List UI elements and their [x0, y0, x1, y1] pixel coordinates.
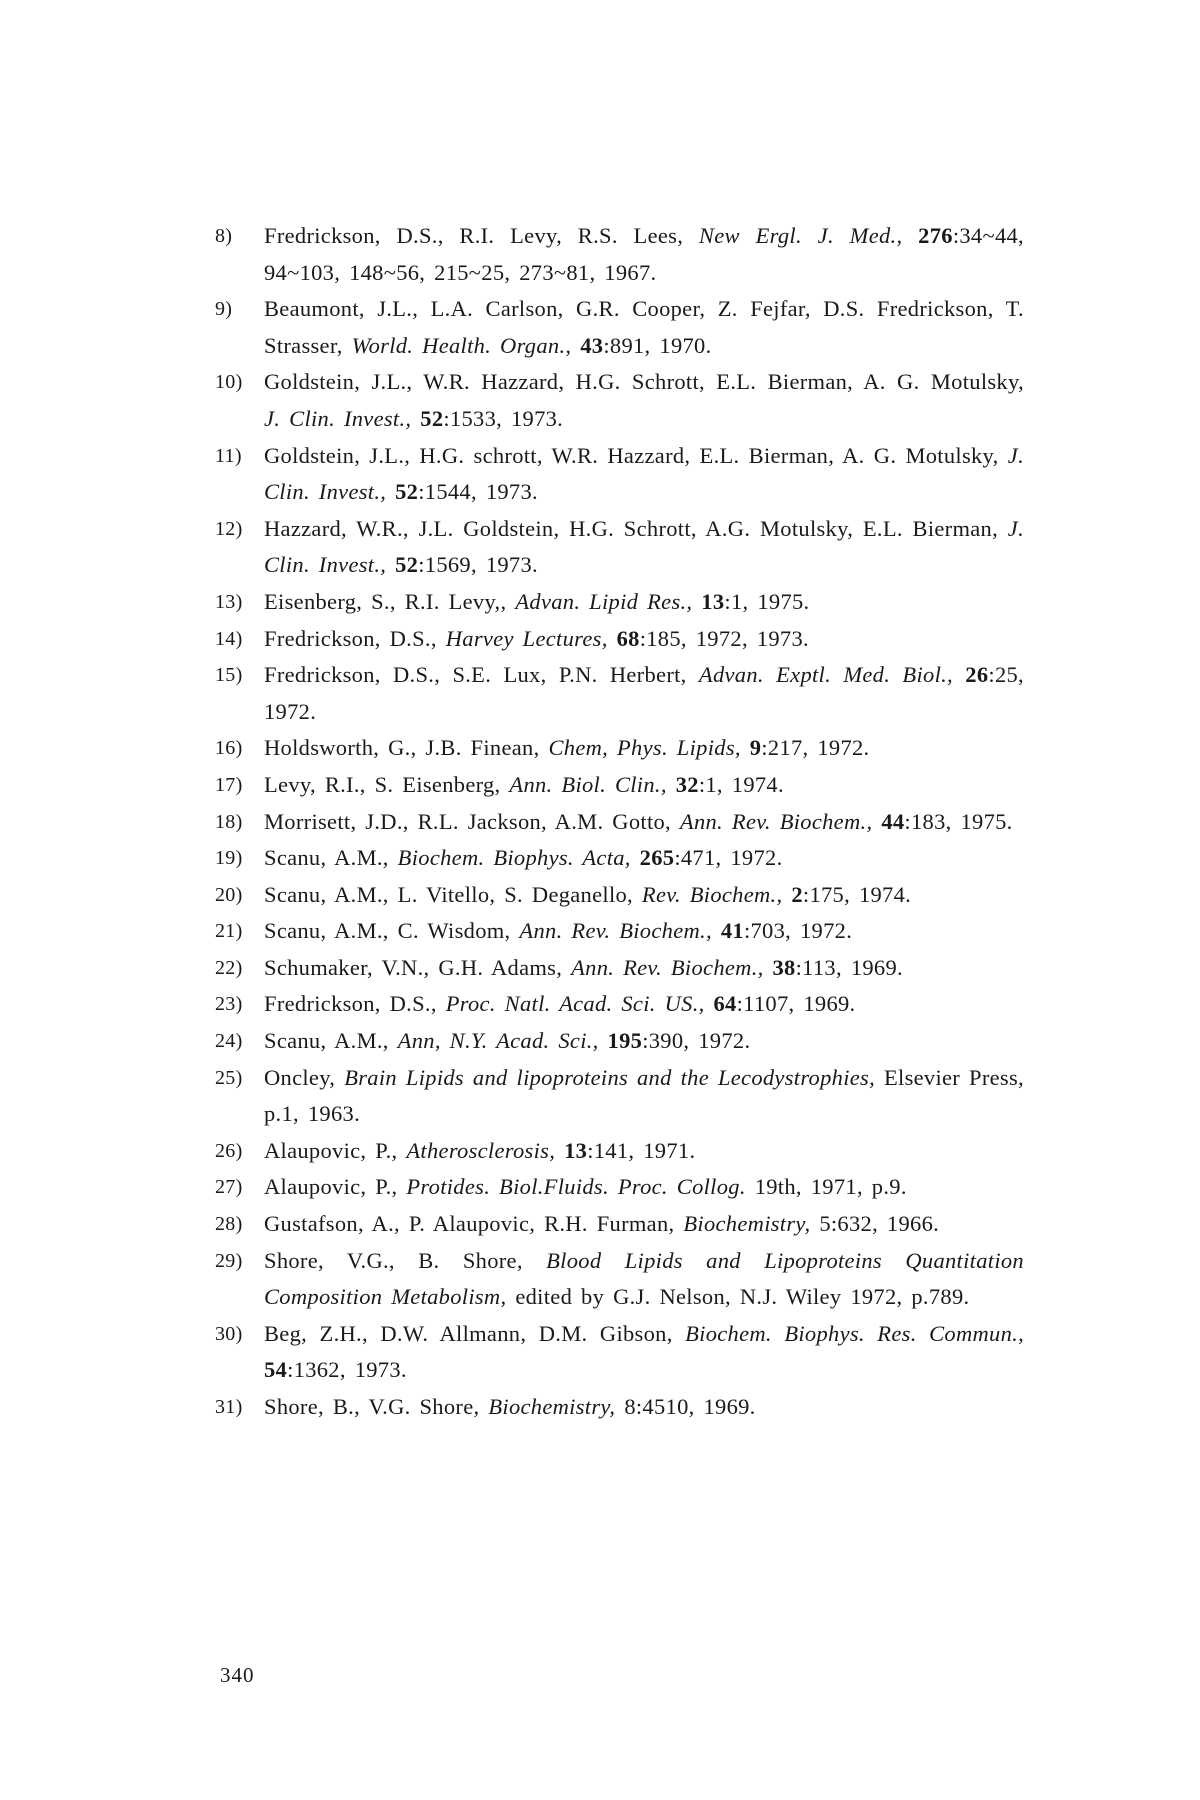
reference-item [215, 1023, 1024, 1060]
reference-details: :183, 1975. [904, 808, 1013, 834]
reference-authors: Shore, B., V.G. Shore, [264, 1394, 480, 1419]
reference-number: 13) [215, 590, 243, 613]
reference-journal: Biochemistry, [683, 1211, 811, 1237]
reference-number: 16) [215, 737, 243, 760]
reference-details: :891, 1970. [603, 332, 712, 358]
reference-number: 18) [215, 810, 243, 833]
reference-journal: Proc. Natl. Acad. Sci. US., [445, 991, 705, 1017]
reference-volume: 54 [264, 1357, 288, 1383]
reference-journal: Ann. Rev. Biochem., [571, 954, 764, 980]
reference-details: :113, 1969. [795, 954, 903, 980]
reference-authors: Fredrickson, D.S., R.I. Levy, R.S. Lees, [264, 223, 684, 248]
reference-journal: J. Clin. Invest., [264, 405, 412, 431]
reference-journal: Atherosclerosis, [406, 1137, 556, 1163]
reference-volume: 44 [881, 808, 905, 834]
reference-item [215, 1169, 1024, 1206]
reference-details: :217, 1972. [761, 735, 870, 761]
reference-number: 20) [215, 883, 243, 906]
reference-journal: New Ergl. J. Med., [698, 223, 903, 248]
reference-journal: Biochem. Biophys. Res. Commun., [685, 1320, 1024, 1346]
reference-item [215, 730, 1024, 767]
reference-volume: 41 [720, 918, 744, 944]
reference-volume: 52 [420, 405, 444, 431]
reference-item [215, 291, 1024, 364]
reference-item [215, 877, 1024, 914]
reference-authors: Eisenberg, S., R.I. Levy,, [264, 588, 507, 614]
reference-authors: Fredrickson, D.S., [264, 991, 437, 1017]
reference-number: 12) [215, 517, 243, 540]
reference-journal: J. Clin. Invest., [264, 515, 1024, 578]
reference-details: :1, 1974. [698, 771, 784, 797]
reference-details: :1107, 1969. [736, 991, 856, 1017]
reference-number: 22) [215, 956, 243, 979]
reference-details: :1362, 1973. [287, 1357, 407, 1383]
reference-number: 10) [215, 371, 243, 394]
reference-item [215, 767, 1024, 804]
reference-authors: Scanu, A.M., [264, 845, 389, 871]
reference-item [215, 1243, 1024, 1316]
reference-authors: Scanu, A.M., C. Wisdom, [264, 918, 511, 944]
reference-journal: J. Clin. Invest., [264, 442, 1024, 505]
reference-authors: Shore, V.G., B. Shore, [264, 1247, 523, 1273]
reference-journal: Advan. Lipid Res., [515, 588, 693, 614]
reference-volume: 13 [701, 588, 725, 614]
reference-authors: Beaumont, J.L., L.A. Carlson, G.R. Cooper, Z. Fejfar, D.S. Fredrickson, T. Strasser, [264, 296, 1024, 358]
reference-authors: Goldstein, J.L., W.R. Hazzard, H.G. Schrott, E.L. Bierman, A. G. Motulsky, [264, 369, 1024, 395]
reference-list [215, 218, 1024, 1426]
reference-number: 25) [215, 1066, 243, 1089]
reference-details: :1544, 1973. [418, 479, 538, 505]
reference-number: 26) [215, 1139, 243, 1162]
reference-details: edited by G.J. Nelson, N.J. Wiley 1972, p.789. [515, 1284, 970, 1310]
reference-number: 14) [215, 627, 243, 650]
reference-item [215, 657, 1024, 730]
reference-item [215, 1389, 1024, 1426]
reference-details: 19th, 1971, p.9. [754, 1174, 907, 1200]
reference-authors: Alaupovic, P., [264, 1137, 398, 1163]
reference-details: :25, 1972. [264, 662, 1024, 724]
reference-number: 21) [215, 920, 243, 943]
reference-authors: Goldstein, J.L., H.G. schrott, W.R. Hazzard, E.L. Bierman, A. G. Motulsky, [264, 442, 999, 468]
reference-journal: Harvey Lectures, [445, 625, 608, 651]
reference-journal: Biochemistry, [488, 1394, 616, 1419]
reference-item [215, 438, 1024, 511]
reference-item [215, 511, 1024, 584]
reference-details: :34~44, 94~103, 148~56, 215~25, 273~81, 1967. [264, 223, 1024, 285]
reference-authors: Scanu, A.M., [264, 1028, 389, 1054]
reference-volume: 265 [639, 845, 675, 871]
reference-volume: 52 [395, 552, 419, 578]
reference-authors: Gustafson, A., P. Alaupovic, R.H. Furman, [264, 1211, 675, 1237]
reference-volume: 2 [791, 881, 803, 907]
reference-item [215, 621, 1024, 658]
reference-details: :390, 1972. [642, 1028, 751, 1054]
reference-volume: 38 [772, 954, 796, 980]
reference-authors: Oncley, [264, 1064, 336, 1090]
reference-authors: Schumaker, V.N., G.H. Adams, [264, 954, 563, 980]
reference-details: Elsevier Press, p.1, 1963. [264, 1064, 1024, 1127]
reference-details: 5:632, 1966. [819, 1211, 940, 1237]
reference-volume: 195 [607, 1028, 643, 1054]
reference-authors: Scanu, A.M., L. Vitello, S. Deganello, [264, 881, 633, 907]
reference-details: :1569, 1973. [418, 552, 538, 578]
reference-item [215, 1133, 1024, 1170]
reference-number: 19) [215, 847, 243, 870]
reference-number: 23) [215, 993, 243, 1016]
reference-item [215, 913, 1024, 950]
reference-number: 27) [215, 1176, 243, 1199]
reference-journal: Blood Lipids and Lipoproteins Quantitation Composition Metabolism, [264, 1247, 1024, 1310]
reference-volume: 26 [965, 662, 989, 688]
reference-number: 11) [215, 444, 242, 467]
reference-item [215, 364, 1024, 437]
reference-item [215, 950, 1024, 987]
reference-journal: Ann, N.Y. Acad. Sci., [397, 1028, 599, 1054]
reference-item [215, 840, 1024, 877]
reference-journal: Brain Lipids and lipoproteins and the Lecodystrophies, [344, 1064, 876, 1090]
page-number: 340 [220, 1663, 255, 1687]
reference-details: :175, 1974. [802, 881, 912, 907]
reference-volume: 9 [749, 735, 762, 761]
reference-item [215, 1060, 1024, 1133]
reference-number: 31) [215, 1396, 243, 1418]
reference-volume: 64 [713, 991, 737, 1017]
reference-authors: Beg, Z.H., D.W. Allmann, D.M. Gibson, [264, 1320, 673, 1346]
reference-number: 29) [215, 1249, 243, 1272]
reference-volume: 43 [580, 332, 604, 358]
reference-journal: Ann. Biol. Clin., [509, 771, 667, 797]
reference-number: 17) [215, 773, 243, 796]
reference-number: 8) [215, 225, 233, 247]
reference-authors: Fredrickson, D.S., [264, 625, 437, 651]
reference-details: :1, 1975. [724, 588, 810, 614]
reference-volume: 32 [675, 771, 699, 797]
reference-details: :1533, 1973. [443, 405, 564, 431]
reference-number: 9) [215, 298, 233, 321]
reference-volume: 13 [564, 1137, 588, 1163]
reference-details: :703, 1972. [743, 918, 853, 944]
reference-details: 8:4510, 1969. [624, 1394, 756, 1419]
reference-journal: Protides. Biol.Fluids. Proc. Collog. [406, 1174, 746, 1200]
reference-item [215, 1316, 1024, 1389]
reference-item [215, 986, 1024, 1023]
reference-number: 28) [215, 1213, 243, 1236]
reference-item [215, 1206, 1024, 1243]
reference-volume: 68 [616, 625, 640, 651]
reference-journal: World. Health. Organ., [351, 332, 572, 358]
reference-journal: Rev. Biochem., [641, 881, 783, 907]
reference-details: :141, 1971. [587, 1137, 696, 1163]
reference-authors: Hazzard, W.R., J.L. Goldstein, H.G. Schrott, A.G. Motulsky, E.L. Bierman, [264, 515, 999, 541]
reference-authors: Holdsworth, G., J.B. Finean, [264, 735, 540, 761]
reference-journal: Biochem. Biophys. Acta, [397, 845, 631, 871]
reference-authors: Fredrickson, D.S., S.E. Lux, P.N. Herbert, [264, 662, 687, 688]
reference-authors: Alaupovic, P., [264, 1174, 398, 1200]
reference-details: :185, 1972, 1973. [639, 625, 809, 651]
reference-journal: Chem, Phys. Lipids, [548, 735, 741, 761]
reference-number: 30) [215, 1322, 243, 1345]
reference-volume: 52 [395, 479, 419, 505]
reference-details: :471, 1972. [674, 845, 783, 871]
reference-item [215, 804, 1024, 841]
reference-number: 24) [215, 1030, 243, 1053]
reference-authors: Morrisett, J.D., R.L. Jackson, A.M. Gotto, [264, 808, 671, 834]
reference-number: 15) [215, 664, 243, 687]
reference-journal: Ann. Rev. Biochem., [519, 918, 712, 944]
reference-journal: Ann. Rev. Biochem., [679, 808, 873, 834]
reference-item [215, 218, 1024, 291]
reference-journal: Advan. Exptl. Med. Biol., [698, 662, 953, 688]
reference-volume: 276 [918, 223, 953, 248]
reference-item [215, 584, 1024, 621]
reference-authors: Levy, R.I., S. Eisenberg, [264, 771, 501, 797]
